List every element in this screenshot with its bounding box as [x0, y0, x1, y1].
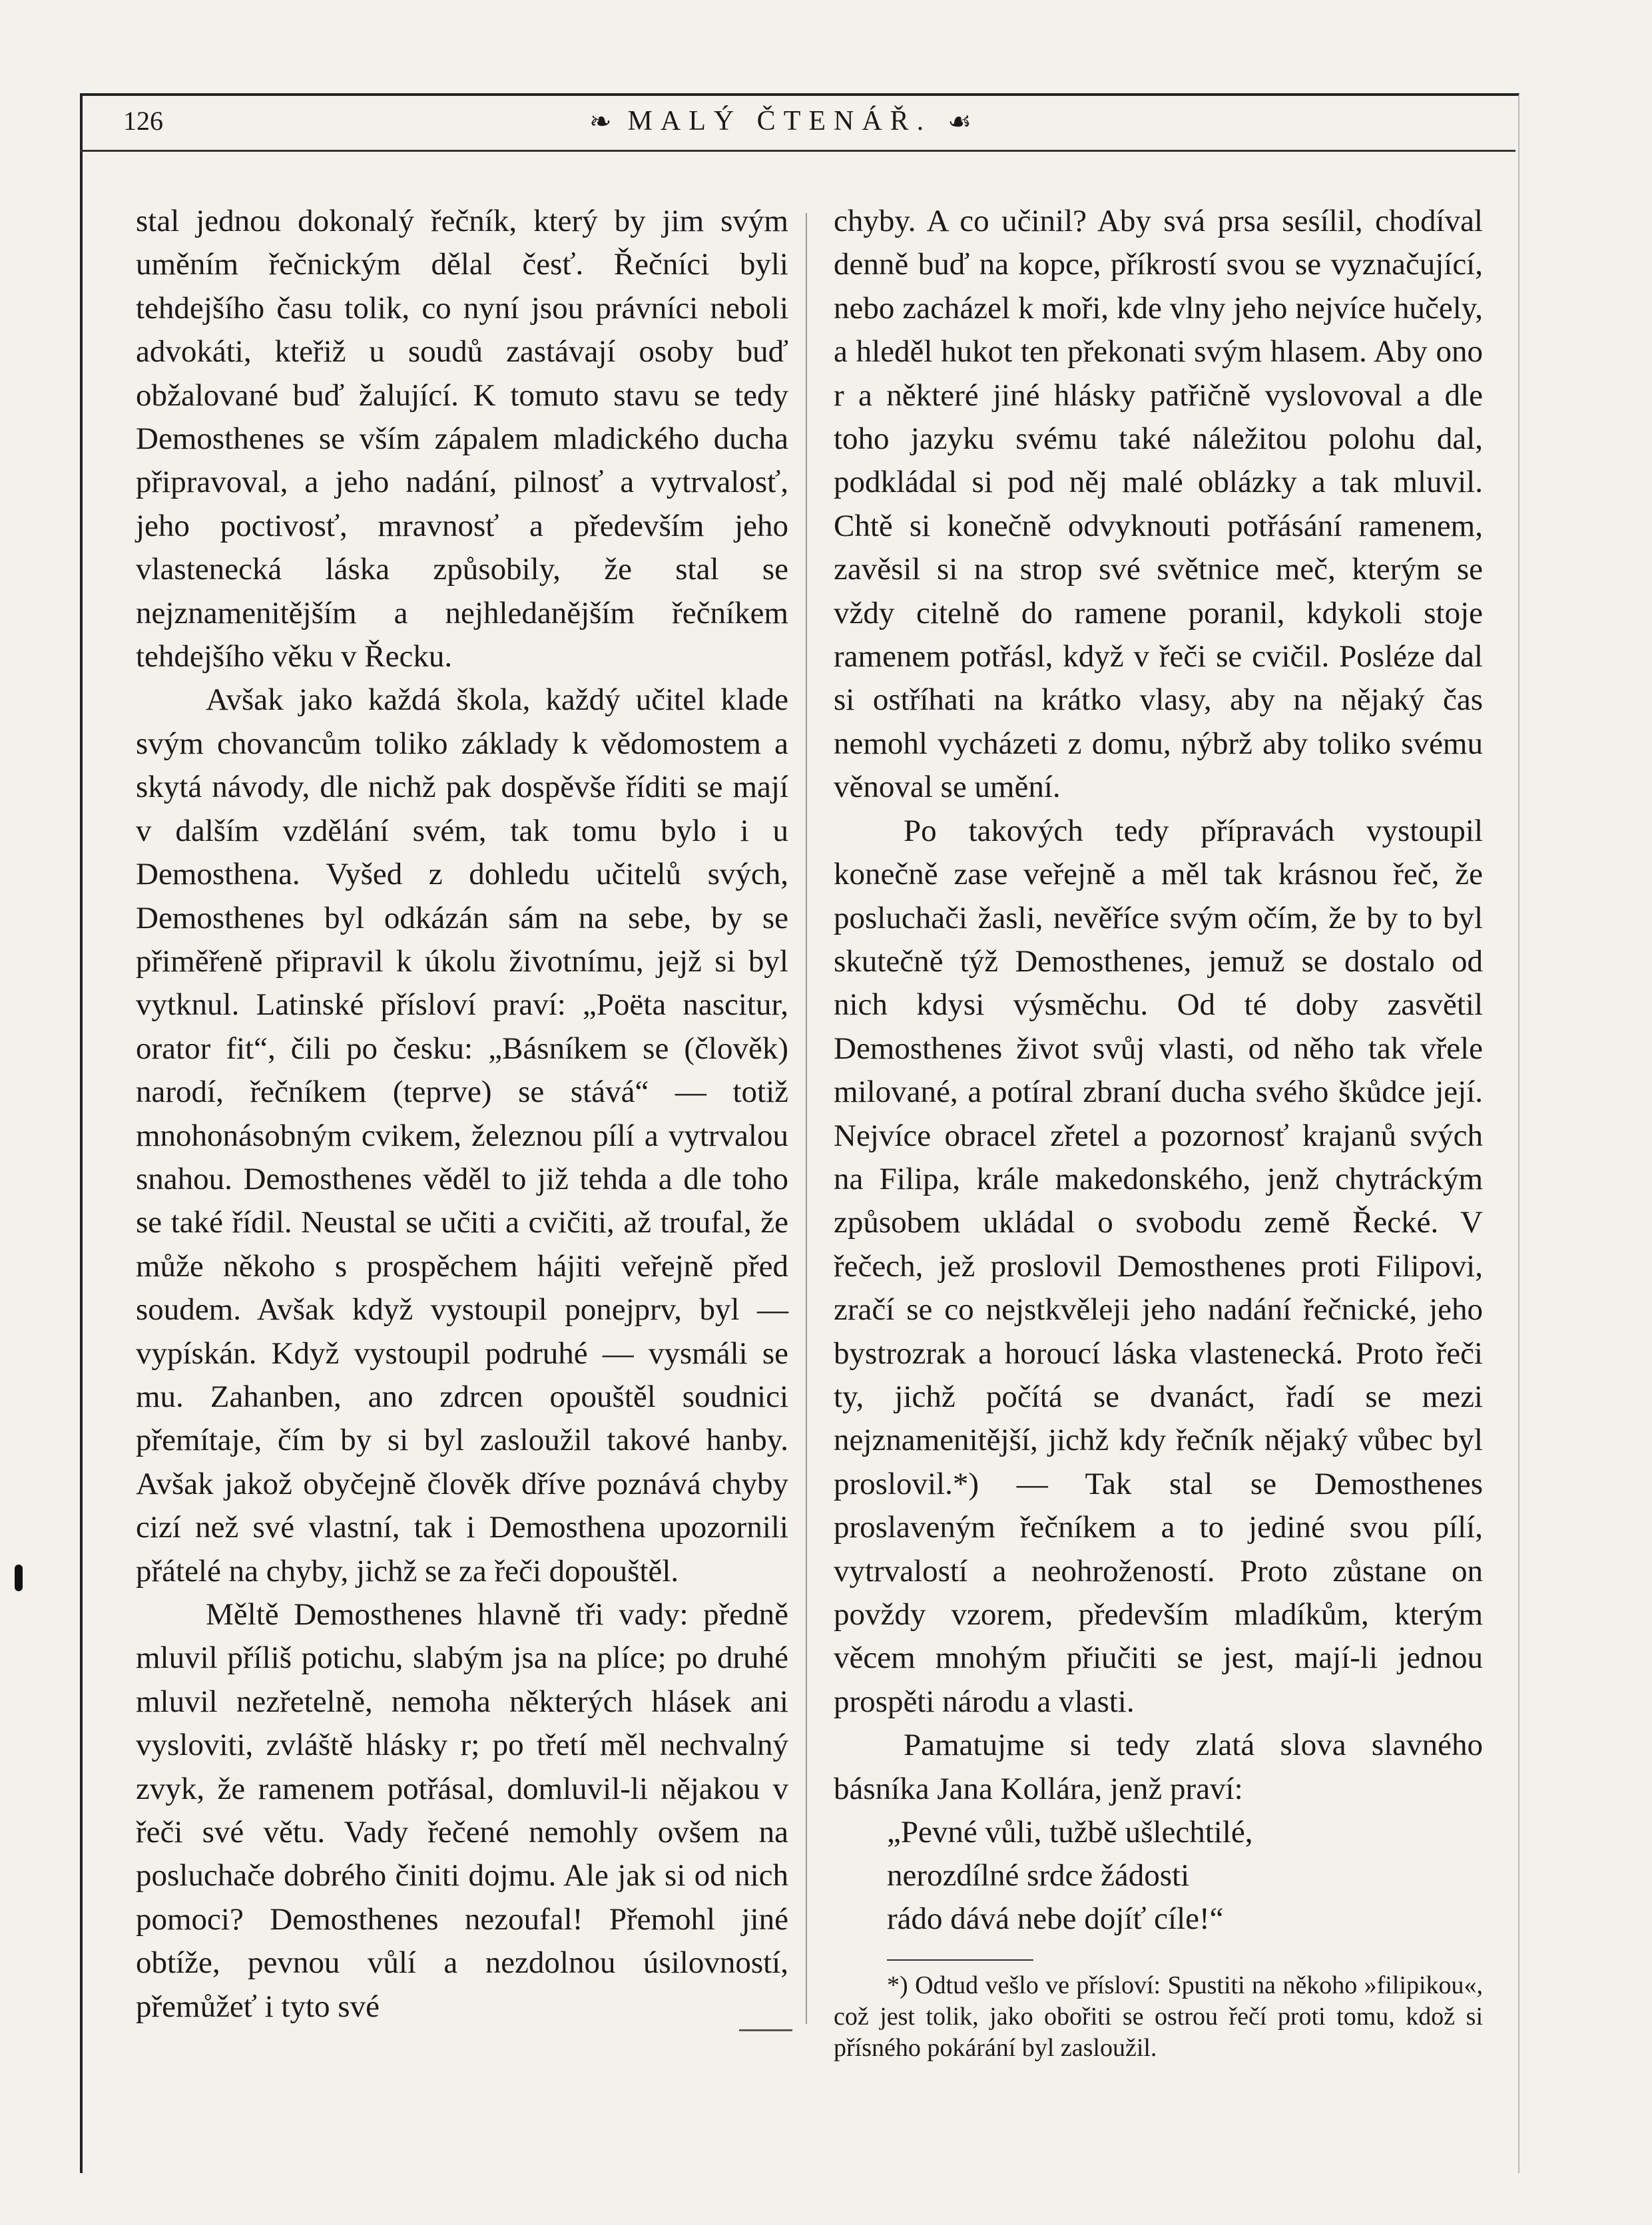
ornament-right-icon: ☙ — [948, 106, 972, 136]
poem-line: rádo dává nebe dojíť cíle!“ — [887, 1901, 1224, 1937]
bottom-mark — [739, 2029, 792, 2031]
paragraph: chyby. A co učinil? Aby svá prsa sesílil, chodíval denně buď na kopce, příkrostí svou se vyznačující, nebo zacházel k moři, kde vlny jeho nejvíce hučely, a hleděl hukot ten překonati svým hlasem. Aby ono r a některé jiné hlásky patřičně vyslovoval a dle toho jazyku svému také náležitou polohu dal, podkládal si pod něj malé oblázky a tak mluvil. Chtě si konečně odvyknouti potřásání ramenem, zavěsil si na strop své světnice meč, kterým se vždy citelně do ramene poranil, kdykoli stoje ramenem potřásl, když v řeči se cvičil. Posléze dal si ostříhati na krátko vlasy, aby na nějaký čas nemohl vycházeti z domu, nýbrž aby toliko svému věnoval se umění. — [834, 204, 1483, 805]
header-rule — [80, 150, 1515, 152]
poem-line: „Pevné vůli, tužbě ušlechtilé, — [887, 1815, 1253, 1850]
paragraph: Po takových tedy přípravách vystoupil konečně zase veřejně a měl tak krásnou řeč, že posluchači žasli, nevěříce svým očím, že by to byl skutečně týž Demosthenes, jemuž se dostalo od nich kdysi výsměchu. Od té doby zasvětil Demosthenes život svůj vlasti, od něho tak vřele milované, a potíral zbraní ducha svého škůdce její. Nejvíce obracel zřetel a pozornosť krajanů svých na Filipa, krále makedonského, jenž chytráckým způsobem ukládal o svobodu země Řecké. V řečech, jež proslovil Demosthenes proti Filipovi, zračí se co nejstkvěleji jeho nadání řečnické, jeho bystrozrak a horoucí láska vlastenecká. Proto řeči ty, jichž počítá se dvanáct, řadí se mezi nejznamenitější, jichž kdy řečník nějaký vůbec byl proslovil.*) — Tak stal se Demosthenes proslaveným řečníkem a to jediné svou pílí, vytrvalostí a neohrožeností. Proto zůstane on povždy vzorem, především mladíkům, kterým věcem mnohým přiučiti se jest, mají-li jednou prospěti národu a vlasti. — [834, 813, 1483, 1719]
footnote-mark: *) — [887, 1971, 908, 2000]
binding-mark — [15, 1565, 23, 1591]
footnote-text: Odtud vešlo ve přísloví: Spustiti na někoho »filipikou«, což jest tolik, jako obořiti se ostrou řečí proti tomu, kdož si přísného pokárání byl zasloužil. — [834, 1971, 1483, 2063]
running-title — [589, 105, 1189, 137]
column-divider — [806, 213, 807, 2024]
poem-quote — [887, 1811, 1483, 1941]
journal-title: MALÝ ČTENÁŘ. — [627, 106, 932, 136]
paragraph: Pamatujme si tedy zlatá slova slavného básníka Jana Kollára, jenž praví: — [834, 1728, 1483, 1806]
paragraph: Avšak jako každá škola, každý učitel klade svým chovancům toliko základy k vědomostem a skytá návody, dle nichž pak dospěvše říditi se mají v dalším vzdělání svém, tak tomu bylo i u Demosthena. Vyšed z dohledu učitelů svých, Demosthenes byl odkázán sám na sebe, by se přiměřeně připravil k úkolu životnímu, jejž si byl vytknul. Latinské přísloví praví: „Poëta nascitur, orator fit“, čili po česku: „Básníkem se (člověk) narodí, řečníkem (teprve) se stává“ — totiž mnohonásobným cvikem, železnou pílí a vytrvalou snahou. Demosthenes věděl to již tehda a dle toho se také řídil. Neustal se učiti a cvičiti, až troufal, že může někoho s prospěchem hájiti veřejně před soudem. Avšak když vystoupil ponejprv, byl — vypískán. Když vystoupil podruhé — vysmáli se mu. Zahanben, ano zdrcen opouštěl soudnici přemítaje, čím by si byl zasloužil takové hanby. Avšak jakož obyčejně člověk dříve poznává chyby cizí než své vlastní, tak i Demosthena upozornili přátelé na chyby, jichž se za řeči dopouštěl. — [136, 682, 788, 1589]
poem-line: nerozdílné srdce žádosti — [887, 1858, 1190, 1893]
paragraph: stal jednou dokonalý řečník, který by jim svým uměním řečnickým dělal česť. Řečníci byli tehdejšího času tolik, co nyní jsou právníci neboli advokáti, kteřiž u soudů zastávají osoby buď obžalované buď žalující. K tomuto stavu se tedy Demosthenes se vším zápalem mladického ducha připravoval, a jeho nadání, pilnosť a vytrvalosť, jeho poctivosť, mravnosť a především jeho vlastenecká láska způsobily, že stal se nejznamenitějším a nejhledanějším řečníkem tehdejšího věku v Řecku. — [136, 204, 788, 674]
footnote-rule — [887, 1959, 1033, 1961]
page-header — [123, 100, 1508, 146]
left-column — [136, 200, 788, 2029]
footnote — [834, 1970, 1483, 2064]
right-column — [834, 200, 1483, 2064]
ornament-left-icon: ❧ — [589, 106, 612, 136]
page-number: 126 — [123, 106, 163, 136]
paragraph: Měltě Demosthenes hlavně tři vady: předně mluvil příliš potichu, slabým jsa na plíce; po druhé mluvil nezřetelně, nemoha některých hlásek ani vysloviti, zvláště hlásky r; po třetí měl nechvalný zvyk, že ramenem potřásal, domluvil-li nějakou v řeči své větu. Vady řečené nemohly ovšem na posluchače dobrého činiti dojmu. Ale jak si od nich pomoci? Demosthenes nezoufal! Přemohl jiné obtíže, pevnou vůlí a nezdolnou úsilovností, přemůžeť i tyto své — [136, 1597, 788, 2024]
